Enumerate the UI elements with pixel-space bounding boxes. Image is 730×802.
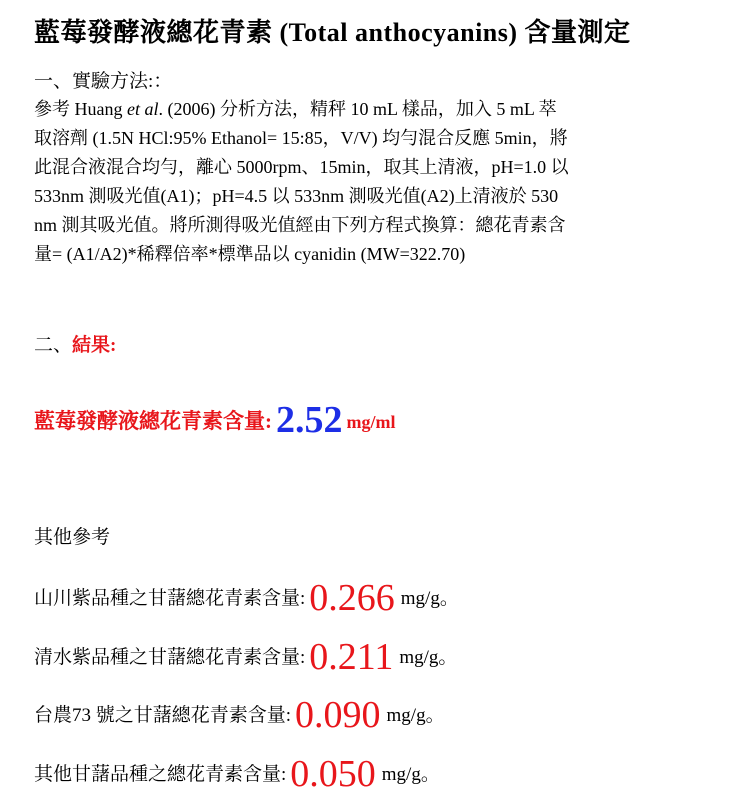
other-reference-label: 其他甘藷品種之總花青素含量: xyxy=(34,764,287,785)
main-result xyxy=(34,398,396,442)
document-title: 藍莓發酵液總花青素 (Total anthocyanins) 含量測定 xyxy=(34,18,631,47)
method-line-3: 此混合液混合均勻，離心 5000rpm、15min，取其上清液，pH=1.0 以 xyxy=(34,157,569,177)
section-results-heading xyxy=(34,330,116,357)
other-reference-value: 0.211 xyxy=(309,636,394,678)
main-result-label: 藍莓發酵液總花青素含量: xyxy=(34,409,272,433)
section-results-label: 結果: xyxy=(72,335,117,356)
other-reference-value: 0.090 xyxy=(295,694,381,736)
other-reference-unit: mg/g。 xyxy=(399,647,458,668)
other-reference-unit: mg/g。 xyxy=(386,705,445,726)
other-reference-label: 清水紫品種之甘藷總花青素含量: xyxy=(34,647,306,668)
section-method-heading: 一、實驗方法:： xyxy=(34,71,173,92)
method-line-4: 533nm 測吸光值(A1)；pH=4.5 以 533nm 測吸光值(A2)上清液於 530 xyxy=(34,186,559,206)
other-reference-unit: mg/g。 xyxy=(400,588,459,609)
citation-et-al: et al xyxy=(127,99,159,119)
method-line-2: 取溶劑 (1.5N HCl:95% Ethanol= 15:85，V/V) 均勻混合反應 5min，將 xyxy=(34,128,568,148)
section-results-prefix: 二、 xyxy=(34,335,73,356)
other-reference-value: 0.050 xyxy=(290,753,376,795)
method-line-1-text: 參考 Huang et al. (2006) 分析方法，精秤 10 mL 樣品，加入 5 mL 萃 xyxy=(34,99,557,119)
method-line-5: nm 測其吸光值。將所測得吸光值經由下列方程式換算：總花青素含 xyxy=(34,215,566,235)
other-reference-label: 山川紫品種之甘藷總花青素含量: xyxy=(34,588,306,609)
other-reference-row xyxy=(34,752,440,796)
other-reference-unit: mg/g。 xyxy=(381,764,440,785)
other-reference-row xyxy=(34,693,445,737)
main-result-unit: mg/ml xyxy=(346,412,396,432)
other-reference-label: 台農73 號之甘藷總花青素含量: xyxy=(34,705,292,726)
method-line-6: 量= (A1/A2)*稀釋倍率*標準品以 cyanidin (MW=322.70) xyxy=(34,244,466,264)
method-paragraph xyxy=(34,95,718,269)
other-reference-row xyxy=(34,576,459,620)
main-result-value: 2.52 xyxy=(276,399,343,441)
method-line-1 xyxy=(34,95,718,124)
other-reference-row xyxy=(34,635,457,679)
other-references-title: 其他參考 xyxy=(34,527,111,548)
other-reference-value: 0.266 xyxy=(309,577,395,619)
